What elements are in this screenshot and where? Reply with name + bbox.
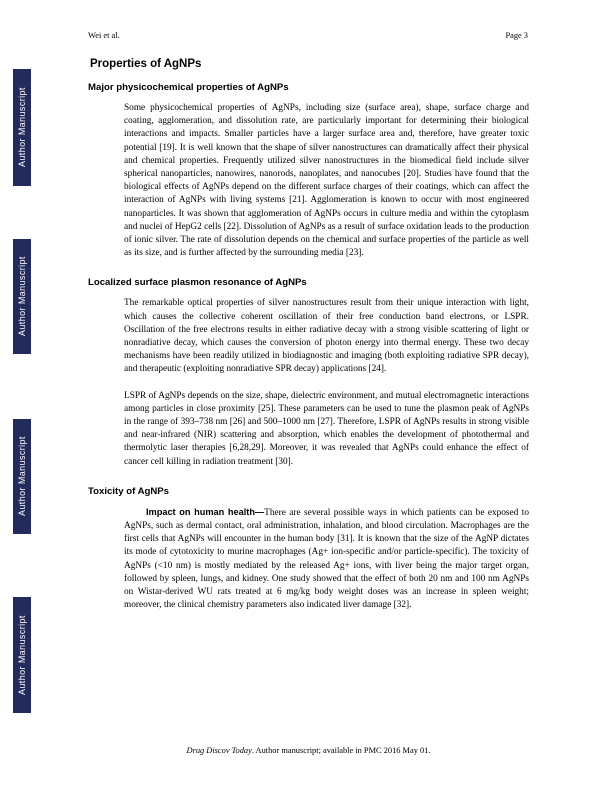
subheading-toxicity: Toxicity of AgNPs	[88, 485, 170, 497]
subheading-lspr: Localized surface plasmon resonance of AgNPs	[88, 277, 307, 289]
body-paragraph	[124, 506, 529, 613]
citation-text: . Author manuscript; available in PMC 2016 May 01.	[251, 746, 431, 755]
body-paragraph: LSPR of AgNPs depends on the size, shape, dielectric environment, and mutual electromagnetic interactions among particles in close proximity [25]. These parameters can be used to tune the plasmon peak of AgNPs in the range of 393–738 nm [26] and 500–1000 nm [27]. Therefore, LSPR of AgNPs results in strong visible and near-infrared (NIR) scattering and absorption, which enables the development of photothermal and thermolytic laser therapies [6,28,29]. Moreover, it was revealed that AgNPs could enhance the effect of cancer cell killing in radiation treatment [30].	[124, 390, 529, 467]
subheading-physicochemical: Major physicochemical properties of AgNPs	[88, 82, 289, 93]
page-content	[88, 58, 529, 626]
body-paragraph: The remarkable optical properties of silver nanostructures result from their unique interaction with light, which causes the collective coherent oscillation of their free conduction band electrons, or LSPR. Oscillation of the free electrons results in either radiative decay with a strong visible scattering of light or nonradiative decay, which causes the conversion of photon energy into thermal energy. These two decay mechanisms have been readily utilized in biodiagnostic and imaging (both exploiting radiative SPR decay), and therapeutic (exploiting nonradiative SPR decay) applications [24].	[124, 298, 529, 375]
section-title: Properties of AgNPs	[90, 58, 202, 70]
watermark-author-manuscript: Author Manuscript	[13, 69, 31, 186]
watermark-author-manuscript: Author Manuscript	[13, 597, 31, 713]
watermark-author-manuscript: Author Manuscript	[13, 239, 31, 354]
footer-citation	[88, 746, 529, 755]
running-head-author: Wei et al.	[88, 31, 120, 40]
body-paragraph: Some physicochemical properties of AgNPs, including size (surface area), shape, surface charge and coating, agglomeration, and dissolution rate, are particularly important for determining their biological interactions and impacts. Smaller particles have a larger surface area and, therefore, have greater toxic potential [19]. It is well known that the shape of silver nanostructures can dramatically affect their physical and chemical properties. Frequently utilized silver nanostructures in the biomedical field include silver spherical nanoparticles, nanowires, nanorods, nanoplates, and nanocubes [20]. Studies have found that the biological effects of AgNPs depend on the different surface charges of their coatings, which can affect the interaction of AgNPs with living systems [21]. Agglomeration is known to occur with most engineered nanoparticles. It was shown that agglomeration of AgNPs occurs in culture media and within the cytoplasm and nuclei of HepG2 cells [22]. Dissolution of AgNPs as a result of surface oxidation leads to the production of ionic silver. The rate of dissolution depends on the chemical and surface properties of the particle as well as its size, and is further affected by the surrounding media [23].	[124, 103, 529, 259]
runin-heading-impact-human-health: Impact on human health—	[146, 506, 265, 517]
running-header	[88, 31, 528, 40]
impact-paragraph-text: There are several possible ways in which patients can be exposed to AgNPs, such as dermal contact, oral administration, inhalation, and blood circulation. Macrophages are the first cells that AgNPs will encounter in the human body [31]. It is known that the size of the AgNP dictates its mode of cytotoxicity to murine macrophages (Ag+ ion-specific and/or particle-specific). The toxicity of AgNPs (<10 nm) is mostly mediated by the released Ag+ ions, with liver being the major target organ, followed by spleen, lungs, and kidney. One study showed that the effect of both 20 nm and 100 nm AgNPs on Wistar-derived WU rats treated at 6 mg/kg body weight doses was an increase in spleen weight; moreover, the clinical chemistry parameters also indicated liver damage [32].	[124, 507, 529, 611]
page-number: Page 3	[505, 31, 528, 40]
watermark-author-manuscript: Author Manuscript	[13, 419, 31, 534]
journal-name: Drug Discov Today	[186, 746, 252, 755]
